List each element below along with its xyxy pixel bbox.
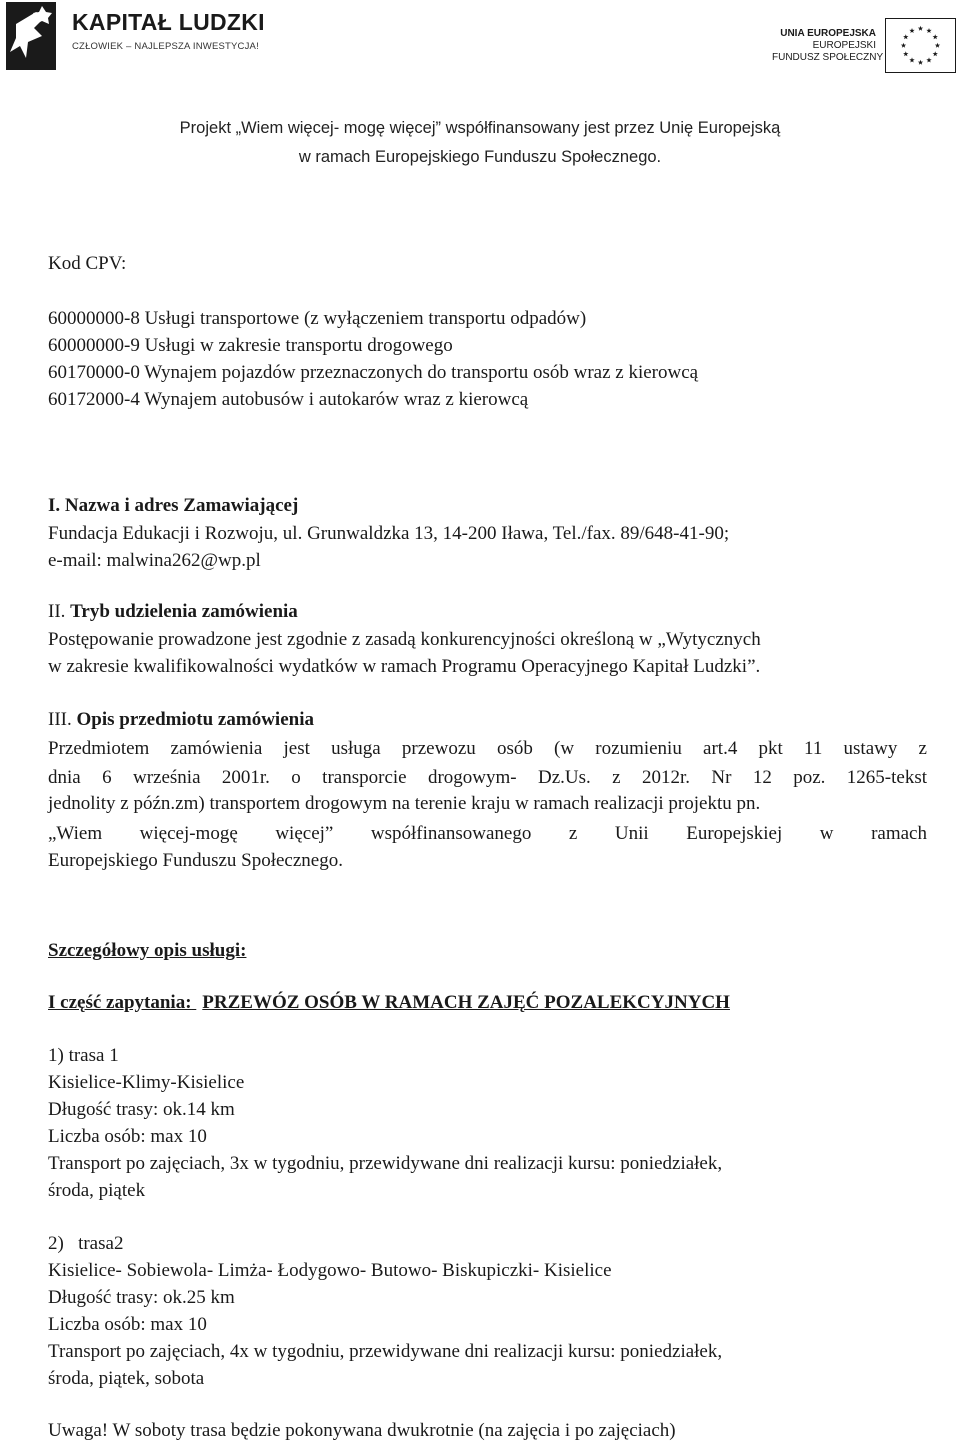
project-line-1: Projekt „Wiem więcej- mogę więcej” współfinansowany jest przez Unię Europejską (179, 119, 781, 137)
section-3-line-5: Europejskiego Funduszu Społecznego. (48, 850, 343, 871)
section-1-heading: I. Nazwa i adres Zamawiającej (48, 495, 299, 516)
section-1-address: Fundacja Edukacji i Rozwoju, ul. Grunwaldzka 13, 14-200 Iława, Tel./fax. 89/648-41-90; (48, 523, 730, 544)
eu-logo-text (772, 28, 884, 64)
route-1-label: 1) trasa 1 (48, 1045, 119, 1066)
cpv-code-3: 60170000-0 Wynajem pojazdów przeznaczonych do transportu osób wraz z kierowcą (48, 362, 699, 383)
route-2-length: Długość trasy: ok.25 km (48, 1287, 235, 1308)
route-2-people: Liczba osób: max 10 (48, 1314, 207, 1335)
cpv-code-1: 60000000-8 Usługi transportowe (z wyłączeniem transportu odpadów) (48, 308, 587, 329)
section-3-heading (48, 709, 314, 731)
eu-logo-line2: EUROPEJSKI (812, 40, 876, 51)
section-3-line-1: Przedmiotem zamówienia jest usługa przewozu osób (w rozumieniu art.4 pkt 11 ustawy z (48, 738, 927, 759)
section-2-number: II. (48, 601, 66, 622)
saturday-note: Uwaga! W soboty trasa będzie pokonywana dwukrotnie (na zajęcia i po zajęciach) (48, 1420, 676, 1441)
section-3-line-2: dnia 6 września 2001r. o transporcie drogowym- Dz.Us. z 2012r. Nr 12 poz. 1265-tekst (48, 767, 927, 788)
details-heading: Szczegółowy opis usługi: (48, 940, 247, 961)
cpv-code-2: 60000000-9 Usługi w zakresie transportu drogowego (48, 335, 453, 356)
section-3-title: Opis przedmiotu zamówienia (76, 709, 314, 730)
cpv-label: Kod CPV: (48, 253, 127, 274)
project-line-2: w ramach Europejskiego Funduszu Społecznego. (298, 148, 662, 166)
section-3-number: III. (48, 709, 72, 730)
route-1-length: Długość trasy: ok.14 km (48, 1099, 235, 1120)
cpv-code-4: 60172000-4 Wynajem autobusów i autokarów wraz z kierowcą (48, 389, 529, 410)
kapital-ludzki-emblem-icon (6, 2, 56, 70)
section-2-line-2: w zakresie kwalifikowalności wydatków w ramach Programu Operacyjnego Kapitał Ludzki”. (48, 656, 761, 677)
route-1-schedule-2: środa, piątek (48, 1180, 146, 1201)
route-2-label: 2) trasa2 (48, 1233, 124, 1254)
section-2-line-1: Postępowanie prowadzone jest zgodnie z zasadą konkurencyjności określoną w „Wytycznych (48, 629, 761, 650)
section-3-line-3: jednolity z późn.zm) transportem drogowym na terenie kraju w ramach realizacji projektu pn. (48, 793, 761, 814)
eu-flag-icon (885, 18, 956, 73)
kapital-ludzki-subtitle: CZŁOWIEK – NAJLEPSZA INWESTYCJA! (72, 41, 259, 52)
eu-logo (772, 18, 958, 78)
route-1-path: Kisielice-Klimy-Kisielice (48, 1072, 245, 1093)
route-2-schedule-1: Transport po zajęciach, 4x w tygodniu, przewidywane dni realizacji kursu: poniedziałek, (48, 1341, 723, 1362)
part-label: I część zapytania: (48, 992, 192, 1013)
kapital-ludzki-title: KAPITAŁ LUDZKI (72, 9, 265, 35)
eu-logo-line3: FUNDUSZ SPOŁECZNY (772, 52, 884, 63)
route-2-path: Kisielice- Sobiewola- Limża- Łodygowo- Butowo- Biskupiczki- Kisielice (48, 1260, 612, 1281)
route-1-people: Liczba osób: max 10 (48, 1126, 207, 1147)
section-3-line-4: „Wiem więcej-mogę więcej” współfinansowanego z Unii Europejskiej w ramach (48, 823, 927, 844)
route-2-schedule-2: środa, piątek, sobota (48, 1368, 205, 1389)
section-2-heading (48, 601, 298, 623)
section-1-email: e-mail: malwina262@wp.pl (48, 550, 261, 571)
part-title: PRZEWÓZ OSÓB W RAMACH ZAJĘĆ POZALEKCYJNYCH (202, 992, 730, 1013)
project-info (0, 114, 960, 172)
part-heading (48, 992, 730, 1014)
eu-logo-line1: UNIA EUROPEJSKA (780, 28, 876, 39)
kapital-ludzki-logo (6, 2, 265, 72)
route-1-schedule-1: Transport po zajęciach, 3x w tygodniu, przewidywane dni realizacji kursu: poniedziałek, (48, 1153, 723, 1174)
section-2-title: Tryb udzielenia zamówienia (70, 601, 298, 622)
